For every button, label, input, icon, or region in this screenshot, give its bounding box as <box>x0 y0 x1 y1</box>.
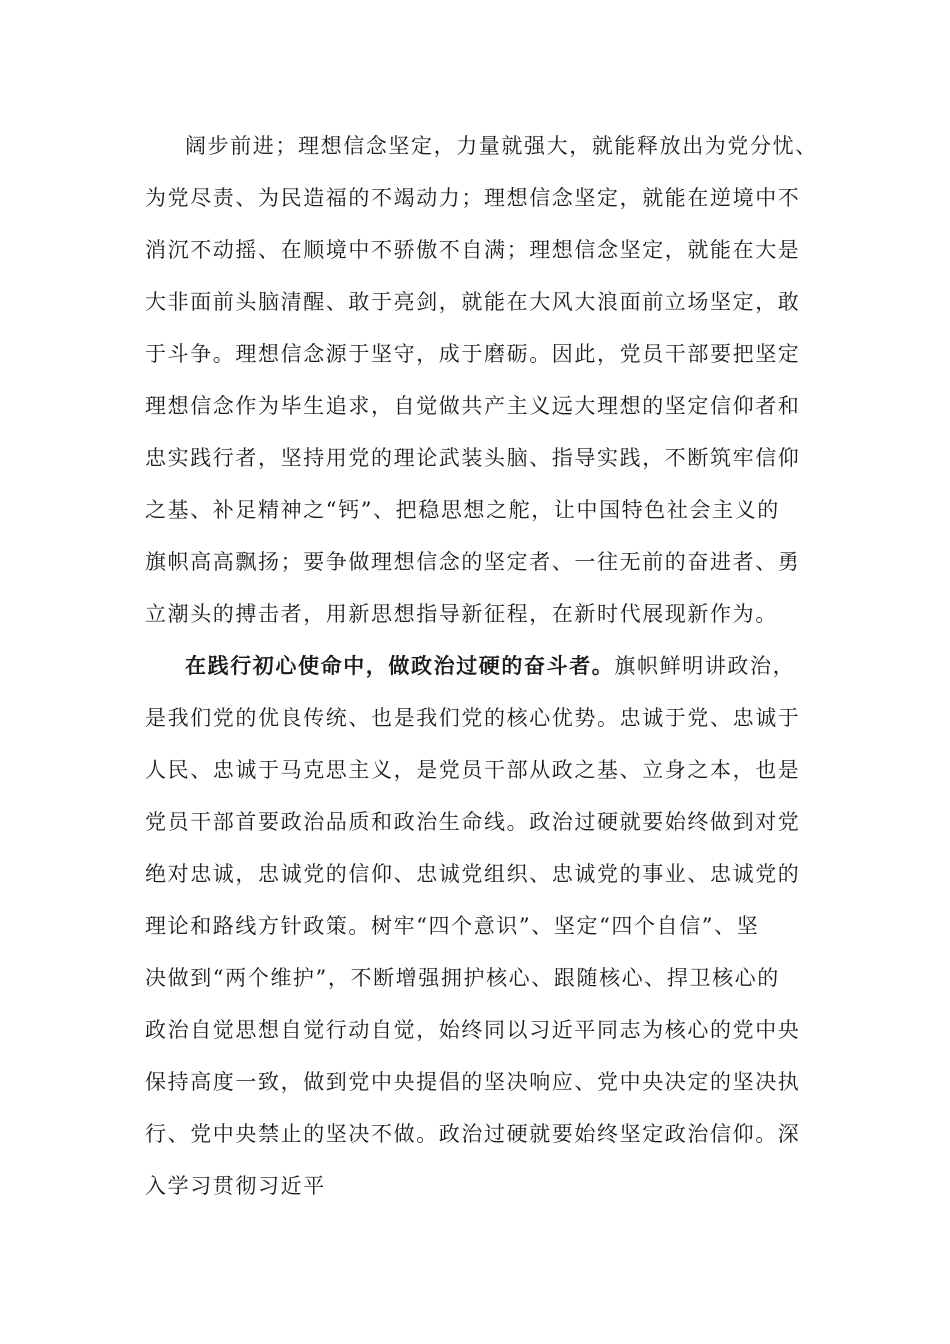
paragraph-line: 保持高度一致，做到党中央提倡的坚决响应、党中央决定的坚决执 <box>145 1070 801 1094</box>
paragraph-first-line-text: 旗帜鲜明讲政治， <box>614 654 796 678</box>
paragraph-line: 绝对忠诚，忠诚党的信仰、忠诚党组织、忠诚党的事业、忠诚党的 <box>145 862 801 886</box>
paragraph-line: 行、党中央禁止的坚决不做。政治过硬就要始终坚定政治信仰。深 <box>145 1122 801 1146</box>
paragraph-line: 是我们党的优良传统、也是我们党的核心优势。忠诚于党、忠诚于 <box>145 706 801 730</box>
paragraph-line: 政治自觉思想自觉行动自觉，始终同以习近平同志为核心的党中央 <box>145 1018 801 1042</box>
paragraph-line: 消沉不动摇、在顺境中不骄傲不自满；理想信念坚定，就能在大是 <box>145 238 801 262</box>
paragraph-line: 理论和路线方针政策。树牢“四个意识”、坚定“四个自信”、坚 <box>145 914 760 938</box>
paragraph-line: 大非面前头脑清醒、敢于亮剑，就能在大风大浪面前立场坚定，敢 <box>145 290 801 314</box>
paragraph-line: 旗帜高高飘扬；要争做理想信念的坚定者、一往无前的奋进者、勇 <box>145 550 801 574</box>
paragraph-line: 阔步前进；理想信念坚定，力量就强大，就能释放出为党分忧、 <box>185 134 818 158</box>
paragraph-line: 忠实践行者，坚持用党的理论武装头脑、指导实践，不断筑牢信仰 <box>145 446 801 470</box>
paragraph-heading: 在践行初心使命中，做政治过硬的奋斗者。 <box>185 653 615 678</box>
paragraph-line: 立潮头的搏击者，用新思想指导新征程，在新时代展现新作为。 <box>145 602 778 626</box>
paragraph-line: 决做到“两个维护”，不断增强拥护核心、跟随核心、捍卫核心的 <box>145 966 780 990</box>
paragraph-line: 党员干部首要政治品质和政治生命线。政治过硬就要始终做到对党 <box>145 810 801 834</box>
paragraph-line: 人民、忠诚于马克思主义，是党员干部从政之基、立身之本，也是 <box>145 758 801 782</box>
paragraph-line: 入学习贯彻习近平 <box>145 1174 326 1198</box>
paragraph-line: 理想信念作为毕生追求，自觉做共产主义远大理想的坚定信仰者和 <box>145 394 801 418</box>
paragraph-line: 为党尽责、为民造福的不竭动力；理想信念坚定，就能在逆境中不 <box>145 186 801 210</box>
paragraph-line: 之基、补足精神之“钙”、把稳思想之舵，让中国特色社会主义的 <box>145 498 780 522</box>
paragraph-first-line <box>185 648 795 684</box>
paragraph-line: 于斗争。理想信念源于坚守，成于磨砺。因此，党员干部要把坚定 <box>145 342 801 366</box>
